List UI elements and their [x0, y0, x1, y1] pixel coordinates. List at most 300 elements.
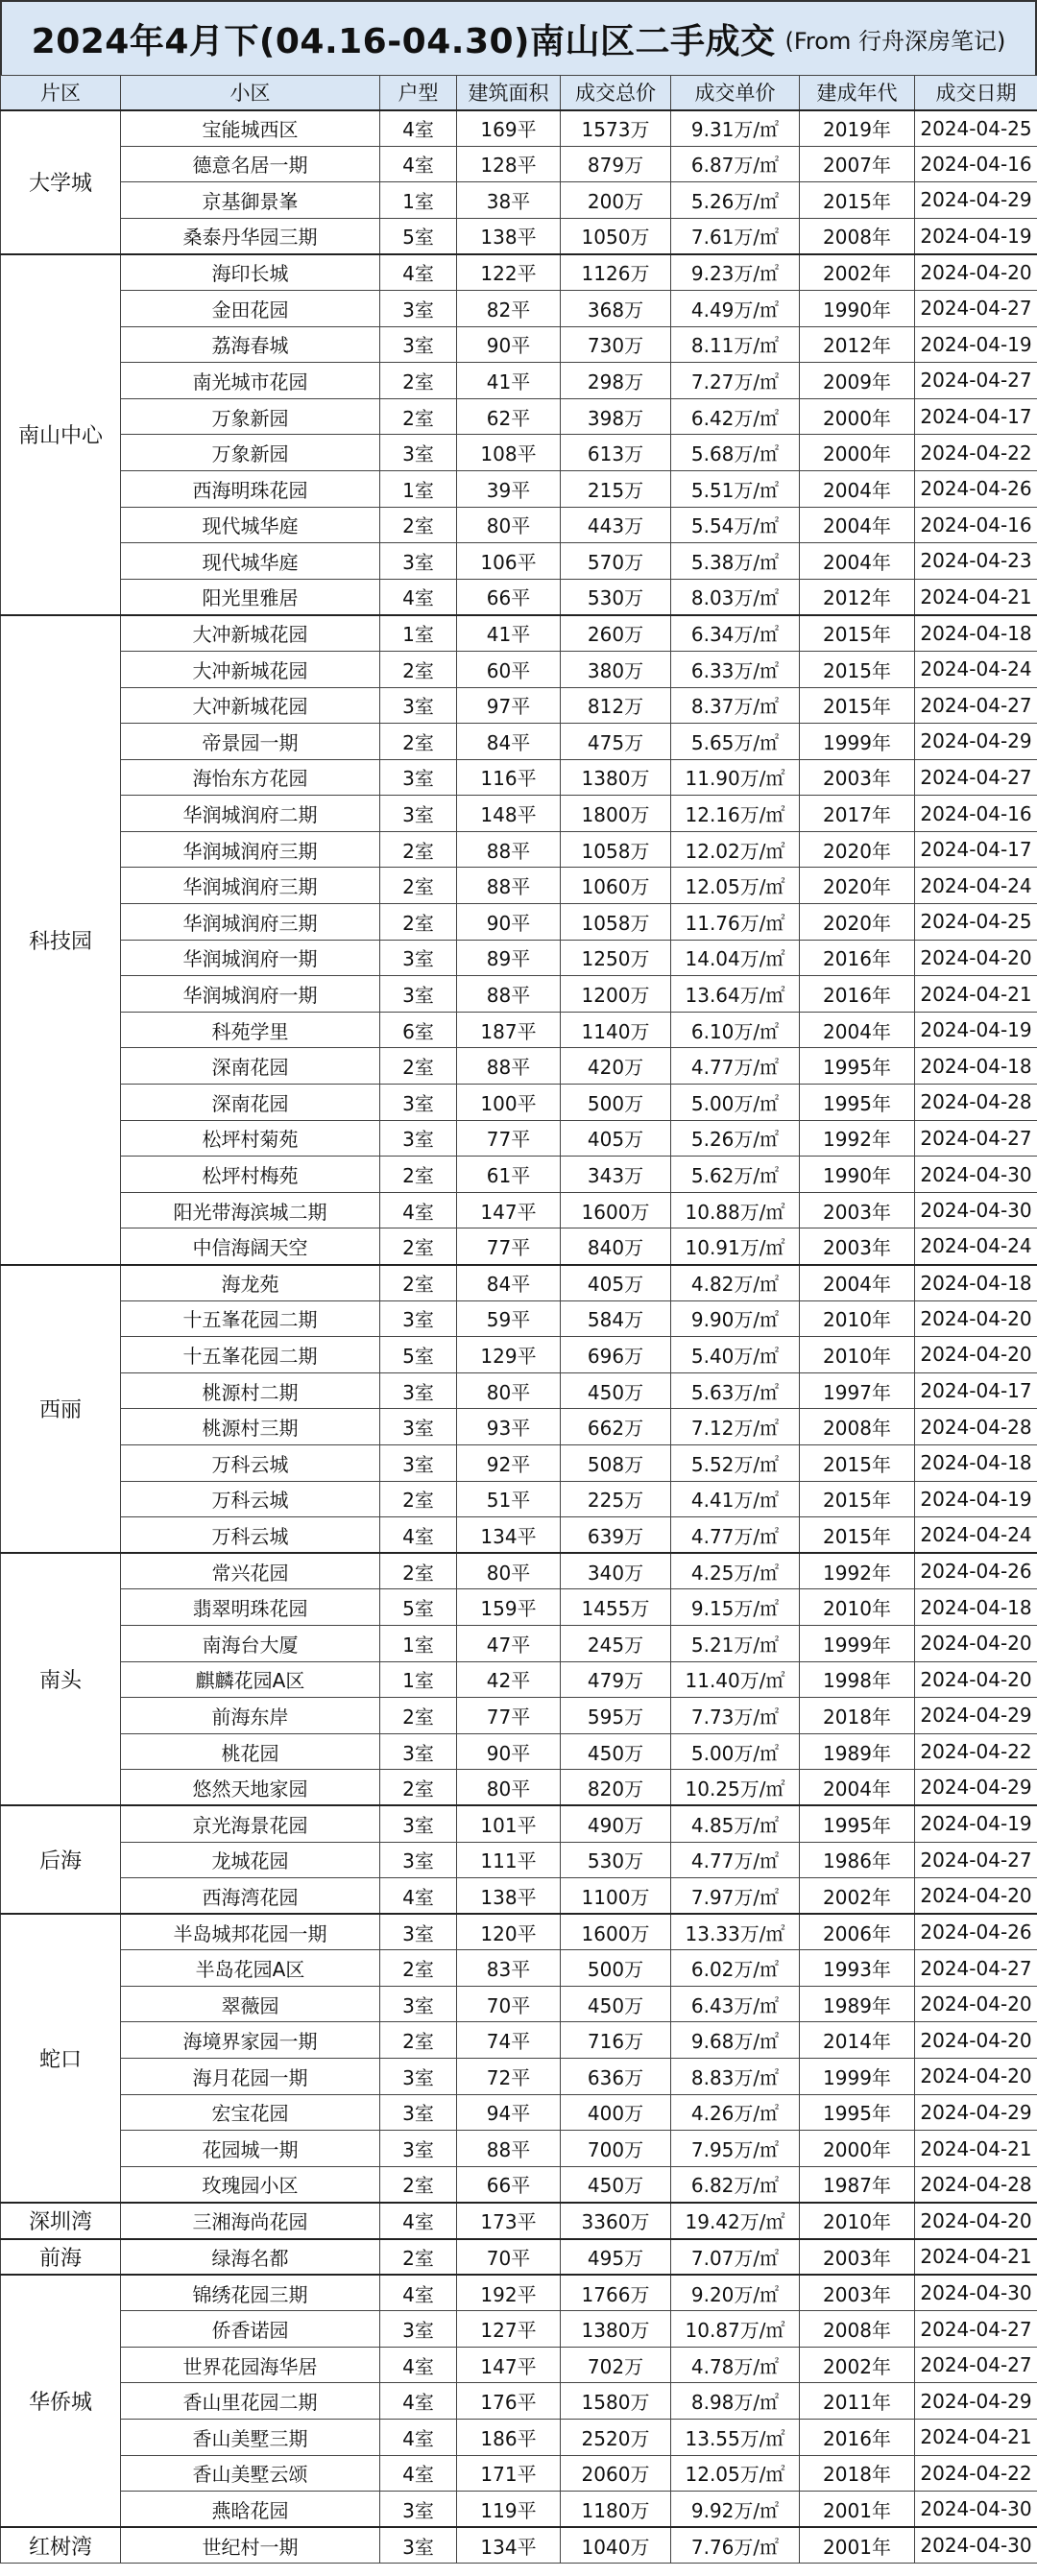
layout-cell: 2室	[380, 398, 457, 435]
deal-date-cell: 2024-04-21	[915, 2239, 1037, 2276]
table-row	[1, 1300, 1037, 1337]
layout-cell: 3室	[380, 435, 457, 471]
table-row	[1, 1733, 1037, 1770]
unit-price-cell: 6.02万/㎡	[671, 1950, 800, 1987]
deal-date-cell: 2024-04-27	[915, 2347, 1037, 2383]
total-price-cell: 820万	[561, 1770, 671, 1806]
total-price-cell: 398万	[561, 398, 671, 435]
total-price-cell: 368万	[561, 290, 671, 326]
total-price-cell: 490万	[561, 1805, 671, 1842]
total-price-cell: 716万	[561, 2022, 671, 2059]
total-price-cell: 1573万	[561, 110, 671, 147]
unit-price-cell: 5.40万/㎡	[671, 1337, 800, 1373]
layout-cell: 3室	[380, 796, 457, 832]
build-year-cell: 2016年	[800, 2420, 915, 2456]
layout-cell: 3室	[380, 940, 457, 976]
build-year-cell: 2004年	[800, 1265, 915, 1301]
community-cell: 万象新园	[121, 398, 380, 435]
deal-date-cell: 2024-04-19	[915, 1012, 1037, 1048]
unit-price-cell: 13.64万/㎡	[671, 976, 800, 1013]
layout-cell: 2室	[380, 1048, 457, 1085]
layout-cell: 2室	[380, 1157, 457, 1193]
unit-price-cell: 9.68万/㎡	[671, 2022, 800, 2059]
area-cell: 134平	[457, 2527, 561, 2564]
unit-price-cell: 7.76万/㎡	[671, 2527, 800, 2564]
deal-date-cell: 2024-04-29	[915, 2094, 1037, 2131]
community-cell: 华润城润府三期	[121, 831, 380, 868]
build-year-cell: 1987年	[800, 2166, 915, 2203]
unit-price-cell: 14.04万/㎡	[671, 940, 800, 976]
community-cell: 京光海景花园	[121, 1805, 380, 1842]
table-row	[1, 218, 1037, 254]
table-row	[1, 868, 1037, 904]
region-cell: 深圳湾	[1, 2203, 121, 2239]
layout-cell: 2室	[380, 1950, 457, 1987]
community-cell: 中信海阔天空	[121, 1228, 380, 1265]
total-price-cell: 1766万	[561, 2275, 671, 2311]
table-row	[1, 1914, 1037, 1950]
area-cell: 42平	[457, 1661, 561, 1698]
area-cell: 148平	[457, 796, 561, 832]
total-price-cell: 1455万	[561, 1589, 671, 1626]
deal-date-cell: 2024-04-29	[915, 2383, 1037, 2420]
community-cell: 帝景园一期	[121, 724, 380, 760]
layout-cell: 3室	[380, 1409, 457, 1445]
layout-cell: 3室	[380, 2131, 457, 2167]
unit-price-cell: 8.37万/㎡	[671, 687, 800, 724]
total-price-cell: 2060万	[561, 2455, 671, 2492]
table-row	[1, 2275, 1037, 2311]
deal-date-cell: 2024-04-22	[915, 435, 1037, 471]
total-price-cell: 1600万	[561, 1192, 671, 1228]
community-cell: 绿海名都	[121, 2239, 380, 2276]
layout-cell: 4室	[380, 1517, 457, 1554]
build-year-cell: 2010年	[800, 2203, 915, 2239]
community-cell: 香山美墅三期	[121, 2420, 380, 2456]
area-cell: 127平	[457, 2311, 561, 2348]
layout-cell: 3室	[380, 1120, 457, 1157]
community-cell: 龙城花园	[121, 1842, 380, 1878]
area-cell: 47平	[457, 1625, 561, 1661]
layout-cell: 4室	[380, 1192, 457, 1228]
unit-price-cell: 6.42万/㎡	[671, 398, 800, 435]
total-price-cell: 1200万	[561, 976, 671, 1013]
table-row	[1, 724, 1037, 760]
build-year-cell: 1995年	[800, 1805, 915, 1842]
unit-price-cell: 9.92万/㎡	[671, 2492, 800, 2528]
area-cell: 80平	[457, 1770, 561, 1806]
total-price-cell: 495万	[561, 2239, 671, 2276]
deal-date-cell: 2024-04-30	[915, 2492, 1037, 2528]
total-price-cell: 3360万	[561, 2203, 671, 2239]
total-price-cell: 570万	[561, 543, 671, 580]
layout-cell: 2室	[380, 1770, 457, 1806]
column-header: 小区	[121, 76, 380, 110]
column-header: 片区	[1, 76, 121, 110]
area-cell: 100平	[457, 1085, 561, 1121]
build-year-cell: 2001年	[800, 2527, 915, 2564]
unit-price-cell: 5.62万/㎡	[671, 1157, 800, 1193]
table-row	[1, 1048, 1037, 1085]
community-cell: 锦绣花园三期	[121, 2275, 380, 2311]
unit-price-cell: 5.00万/㎡	[671, 1085, 800, 1121]
total-price-cell: 696万	[561, 1337, 671, 1373]
layout-cell: 1室	[380, 470, 457, 507]
layout-cell: 2室	[380, 724, 457, 760]
community-cell: 大冲新城花园	[121, 687, 380, 724]
community-cell: 海印长城	[121, 254, 380, 291]
deal-date-cell: 2024-04-28	[915, 1085, 1037, 1121]
area-cell: 129平	[457, 1337, 561, 1373]
table-row	[1, 146, 1037, 182]
total-price-cell: 1040万	[561, 2527, 671, 2564]
community-cell: 麒麟花园A区	[121, 1661, 380, 1698]
total-price-cell: 450万	[561, 2166, 671, 2203]
total-price-cell: 479万	[561, 1661, 671, 1698]
community-cell: 桃源村三期	[121, 1409, 380, 1445]
layout-cell: 3室	[380, 543, 457, 580]
unit-price-cell: 7.27万/㎡	[671, 363, 800, 399]
table-row	[1, 2203, 1037, 2239]
layout-cell: 2室	[380, 363, 457, 399]
layout-cell: 3室	[380, 1842, 457, 1878]
unit-price-cell: 4.78万/㎡	[671, 2347, 800, 2383]
unit-price-cell: 6.34万/㎡	[671, 615, 800, 652]
area-cell: 176平	[457, 2383, 561, 2420]
build-year-cell: 2000年	[800, 435, 915, 471]
layout-cell: 1室	[380, 1661, 457, 1698]
community-cell: 桑泰丹华园三期	[121, 218, 380, 254]
area-cell: 186平	[457, 2420, 561, 2456]
unit-price-cell: 9.31万/㎡	[671, 110, 800, 147]
area-cell: 97平	[457, 687, 561, 724]
deal-date-cell: 2024-04-26	[915, 470, 1037, 507]
unit-price-cell: 4.77万/㎡	[671, 1048, 800, 1085]
community-cell: 西海明珠花园	[121, 470, 380, 507]
build-year-cell: 2008年	[800, 2311, 915, 2348]
layout-cell: 4室	[380, 579, 457, 615]
table-row	[1, 2022, 1037, 2059]
layout-cell: 2室	[380, 651, 457, 687]
build-year-cell: 1990年	[800, 290, 915, 326]
deal-date-cell: 2024-04-17	[915, 1372, 1037, 1409]
total-price-cell: 530万	[561, 579, 671, 615]
total-price-cell: 340万	[561, 1553, 671, 1589]
table-row	[1, 687, 1037, 724]
deal-date-cell: 2024-04-27	[915, 2311, 1037, 2348]
layout-cell: 3室	[380, 2311, 457, 2348]
table-row	[1, 470, 1037, 507]
community-cell: 现代城华庭	[121, 543, 380, 580]
table-row	[1, 507, 1037, 543]
region-cell: 大学城	[1, 110, 121, 254]
title-main: 2024年4月下(04.16-04.30)南山区二手成交	[31, 21, 776, 61]
unit-price-cell: 7.07万/㎡	[671, 2239, 800, 2276]
total-price-cell: 1140万	[561, 1012, 671, 1048]
table-row	[1, 1553, 1037, 1589]
total-price-cell: 702万	[561, 2347, 671, 2383]
column-header: 户型	[380, 76, 457, 110]
total-price-cell: 2520万	[561, 2420, 671, 2456]
unit-price-cell: 12.02万/㎡	[671, 831, 800, 868]
table-row	[1, 326, 1037, 363]
table-row	[1, 2131, 1037, 2167]
total-price-cell: 380万	[561, 651, 671, 687]
build-year-cell: 1995年	[800, 1085, 915, 1121]
table-row	[1, 2094, 1037, 2131]
deal-date-cell: 2024-04-20	[915, 940, 1037, 976]
layout-cell: 4室	[380, 146, 457, 182]
total-price-cell: 443万	[561, 507, 671, 543]
community-cell: 翡翠明珠花园	[121, 1589, 380, 1626]
community-cell: 万科云城	[121, 1444, 380, 1481]
deal-date-cell: 2024-04-16	[915, 507, 1037, 543]
area-cell: 138平	[457, 218, 561, 254]
deal-date-cell: 2024-04-19	[915, 326, 1037, 363]
total-price-cell: 662万	[561, 1409, 671, 1445]
total-price-cell: 1600万	[561, 1914, 671, 1950]
community-cell: 深南花园	[121, 1048, 380, 1085]
area-cell: 82平	[457, 290, 561, 326]
area-cell: 51平	[457, 1481, 561, 1517]
build-year-cell: 1992年	[800, 1553, 915, 1589]
unit-price-cell: 19.42万/㎡	[671, 2203, 800, 2239]
deal-date-cell: 2024-04-24	[915, 651, 1037, 687]
unit-price-cell: 4.26万/㎡	[671, 2094, 800, 2131]
layout-cell: 3室	[380, 687, 457, 724]
deal-date-cell: 2024-04-20	[915, 1337, 1037, 1373]
deal-date-cell: 2024-04-27	[915, 687, 1037, 724]
total-price-cell: 298万	[561, 363, 671, 399]
layout-cell: 2室	[380, 868, 457, 904]
deal-date-cell: 2024-04-20	[915, 1661, 1037, 1698]
unit-price-cell: 7.97万/㎡	[671, 1878, 800, 1915]
unit-price-cell: 5.26万/㎡	[671, 1120, 800, 1157]
table-row	[1, 2347, 1037, 2383]
unit-price-cell: 5.68万/㎡	[671, 435, 800, 471]
table-row	[1, 182, 1037, 219]
total-price-cell: 1050万	[561, 218, 671, 254]
total-price-cell: 1126万	[561, 254, 671, 291]
build-year-cell: 2016年	[800, 976, 915, 1013]
unit-price-cell: 13.33万/㎡	[671, 1914, 800, 1950]
area-cell: 94平	[457, 2094, 561, 2131]
layout-cell: 6室	[380, 1012, 457, 1048]
table-row	[1, 1120, 1037, 1157]
total-price-cell: 1800万	[561, 796, 671, 832]
deal-date-cell: 2024-04-24	[915, 868, 1037, 904]
total-price-cell: 879万	[561, 146, 671, 182]
table-row	[1, 615, 1037, 652]
build-year-cell: 2004年	[800, 507, 915, 543]
area-cell: 92平	[457, 1444, 561, 1481]
deal-date-cell: 2024-04-26	[915, 1914, 1037, 1950]
deal-date-cell: 2024-04-19	[915, 1481, 1037, 1517]
table-row	[1, 796, 1037, 832]
area-cell: 88平	[457, 831, 561, 868]
community-cell: 深南花园	[121, 1085, 380, 1121]
table-row	[1, 1481, 1037, 1517]
layout-cell: 3室	[380, 290, 457, 326]
deal-date-cell: 2024-04-22	[915, 2455, 1037, 2492]
layout-cell: 4室	[380, 2347, 457, 2383]
layout-cell: 3室	[380, 759, 457, 796]
community-cell: 海龙苑	[121, 1265, 380, 1301]
unit-price-cell: 12.16万/㎡	[671, 796, 800, 832]
total-price-cell: 500万	[561, 1085, 671, 1121]
layout-cell: 4室	[380, 2455, 457, 2492]
community-cell: 半岛花园A区	[121, 1950, 380, 1987]
build-year-cell: 2007年	[800, 146, 915, 182]
unit-price-cell: 5.00万/㎡	[671, 1733, 800, 1770]
table-row	[1, 1372, 1037, 1409]
community-cell: 宝能城西区	[121, 110, 380, 147]
area-cell: 171平	[457, 2455, 561, 2492]
area-cell: 70平	[457, 2239, 561, 2276]
table-row	[1, 2311, 1037, 2348]
community-cell: 华润城润府一期	[121, 940, 380, 976]
total-price-cell: 1250万	[561, 940, 671, 976]
deal-date-cell: 2024-04-27	[915, 1842, 1037, 1878]
deal-date-cell: 2024-04-27	[915, 1120, 1037, 1157]
area-cell: 77平	[457, 1698, 561, 1734]
area-cell: 90平	[457, 1733, 561, 1770]
community-cell: 世纪村一期	[121, 2527, 380, 2564]
region-cell: 科技园	[1, 615, 121, 1265]
unit-price-cell: 6.33万/㎡	[671, 651, 800, 687]
community-cell: 大冲新城花园	[121, 615, 380, 652]
total-price-cell: 450万	[561, 1986, 671, 2022]
community-cell: 桃花园	[121, 1733, 380, 1770]
area-cell: 122平	[457, 254, 561, 291]
unit-price-cell: 4.77万/㎡	[671, 1842, 800, 1878]
build-year-cell: 2003年	[800, 1192, 915, 1228]
unit-price-cell: 4.49万/㎡	[671, 290, 800, 326]
deal-date-cell: 2024-04-19	[915, 1805, 1037, 1842]
area-cell: 120平	[457, 1914, 561, 1950]
layout-cell: 2室	[380, 2239, 457, 2276]
unit-price-cell: 10.25万/㎡	[671, 1770, 800, 1806]
community-cell: 海月花园一期	[121, 2059, 380, 2095]
unit-price-cell: 5.21万/㎡	[671, 1625, 800, 1661]
layout-cell: 2室	[380, 2022, 457, 2059]
table-body	[1, 110, 1037, 2564]
deal-date-cell: 2024-04-29	[915, 724, 1037, 760]
unit-price-cell: 10.88万/㎡	[671, 1192, 800, 1228]
layout-cell: 4室	[380, 1878, 457, 1915]
table-row	[1, 1409, 1037, 1445]
build-year-cell: 2012年	[800, 579, 915, 615]
unit-price-cell: 4.41万/㎡	[671, 1481, 800, 1517]
unit-price-cell: 12.05万/㎡	[671, 868, 800, 904]
area-cell: 108平	[457, 435, 561, 471]
area-cell: 116平	[457, 759, 561, 796]
deal-date-cell: 2024-04-28	[915, 2166, 1037, 2203]
layout-cell: 2室	[380, 1553, 457, 1589]
column-header: 建筑面积	[457, 76, 561, 110]
build-year-cell: 1993年	[800, 1950, 915, 1987]
area-cell: 84平	[457, 724, 561, 760]
unit-price-cell: 5.51万/㎡	[671, 470, 800, 507]
area-cell: 138平	[457, 1878, 561, 1915]
region-cell: 南头	[1, 1553, 121, 1805]
deal-date-cell: 2024-04-18	[915, 615, 1037, 652]
table-row	[1, 1625, 1037, 1661]
layout-cell: 2室	[380, 831, 457, 868]
community-cell: 玫瑰园小区	[121, 2166, 380, 2203]
build-year-cell: 1992年	[800, 1120, 915, 1157]
community-cell: 宏宝花园	[121, 2094, 380, 2131]
column-header: 建成年代	[800, 76, 915, 110]
unit-price-cell: 9.20万/㎡	[671, 2275, 800, 2311]
deal-date-cell: 2024-04-30	[915, 1157, 1037, 1193]
unit-price-cell: 8.98万/㎡	[671, 2383, 800, 2420]
deal-date-cell: 2024-04-16	[915, 146, 1037, 182]
layout-cell: 2室	[380, 1481, 457, 1517]
build-year-cell: 2015年	[800, 1517, 915, 1554]
build-year-cell: 2020年	[800, 831, 915, 868]
table-row	[1, 398, 1037, 435]
build-year-cell: 2012年	[800, 326, 915, 363]
deal-date-cell: 2024-04-27	[915, 363, 1037, 399]
area-cell: 66平	[457, 2166, 561, 2203]
community-cell: 大冲新城花园	[121, 651, 380, 687]
layout-cell: 3室	[380, 326, 457, 363]
area-cell: 77平	[457, 1120, 561, 1157]
total-price-cell: 1058万	[561, 904, 671, 941]
community-cell: 阳光里雅居	[121, 579, 380, 615]
community-cell: 华润城润府三期	[121, 904, 380, 941]
unit-price-cell: 4.25万/㎡	[671, 1553, 800, 1589]
unit-price-cell: 9.23万/㎡	[671, 254, 800, 291]
area-cell: 84平	[457, 1265, 561, 1301]
build-year-cell: 2015年	[800, 1481, 915, 1517]
community-cell: 荔海春城	[121, 326, 380, 363]
area-cell: 106平	[457, 543, 561, 580]
unit-price-cell: 6.43万/㎡	[671, 1986, 800, 2022]
area-cell: 90平	[457, 904, 561, 941]
table-row	[1, 1157, 1037, 1193]
build-year-cell: 2014年	[800, 2022, 915, 2059]
layout-cell: 3室	[380, 2059, 457, 2095]
build-year-cell: 2019年	[800, 110, 915, 147]
build-year-cell: 2020年	[800, 868, 915, 904]
title-source: (From 行舟深房笔记)	[784, 27, 1006, 55]
table-row	[1, 1337, 1037, 1373]
deal-date-cell: 2024-04-24	[915, 1517, 1037, 1554]
area-cell: 88平	[457, 868, 561, 904]
build-year-cell: 2020年	[800, 904, 915, 941]
layout-cell: 4室	[380, 2420, 457, 2456]
build-year-cell: 1999年	[800, 1625, 915, 1661]
layout-cell: 4室	[380, 2203, 457, 2239]
area-cell: 38平	[457, 182, 561, 219]
area-cell: 66平	[457, 579, 561, 615]
total-price-cell: 1060万	[561, 868, 671, 904]
community-cell: 燕晗花园	[121, 2492, 380, 2528]
layout-cell: 3室	[380, 1300, 457, 1337]
build-year-cell: 2004年	[800, 1770, 915, 1806]
area-cell: 59平	[457, 1300, 561, 1337]
layout-cell: 3室	[380, 1733, 457, 1770]
layout-cell: 4室	[380, 254, 457, 291]
build-year-cell: 2008年	[800, 1409, 915, 1445]
build-year-cell: 2003年	[800, 2275, 915, 2311]
community-cell: 华润城润府一期	[121, 976, 380, 1013]
deal-date-cell: 2024-04-16	[915, 796, 1037, 832]
total-price-cell: 260万	[561, 615, 671, 652]
area-cell: 88平	[457, 976, 561, 1013]
